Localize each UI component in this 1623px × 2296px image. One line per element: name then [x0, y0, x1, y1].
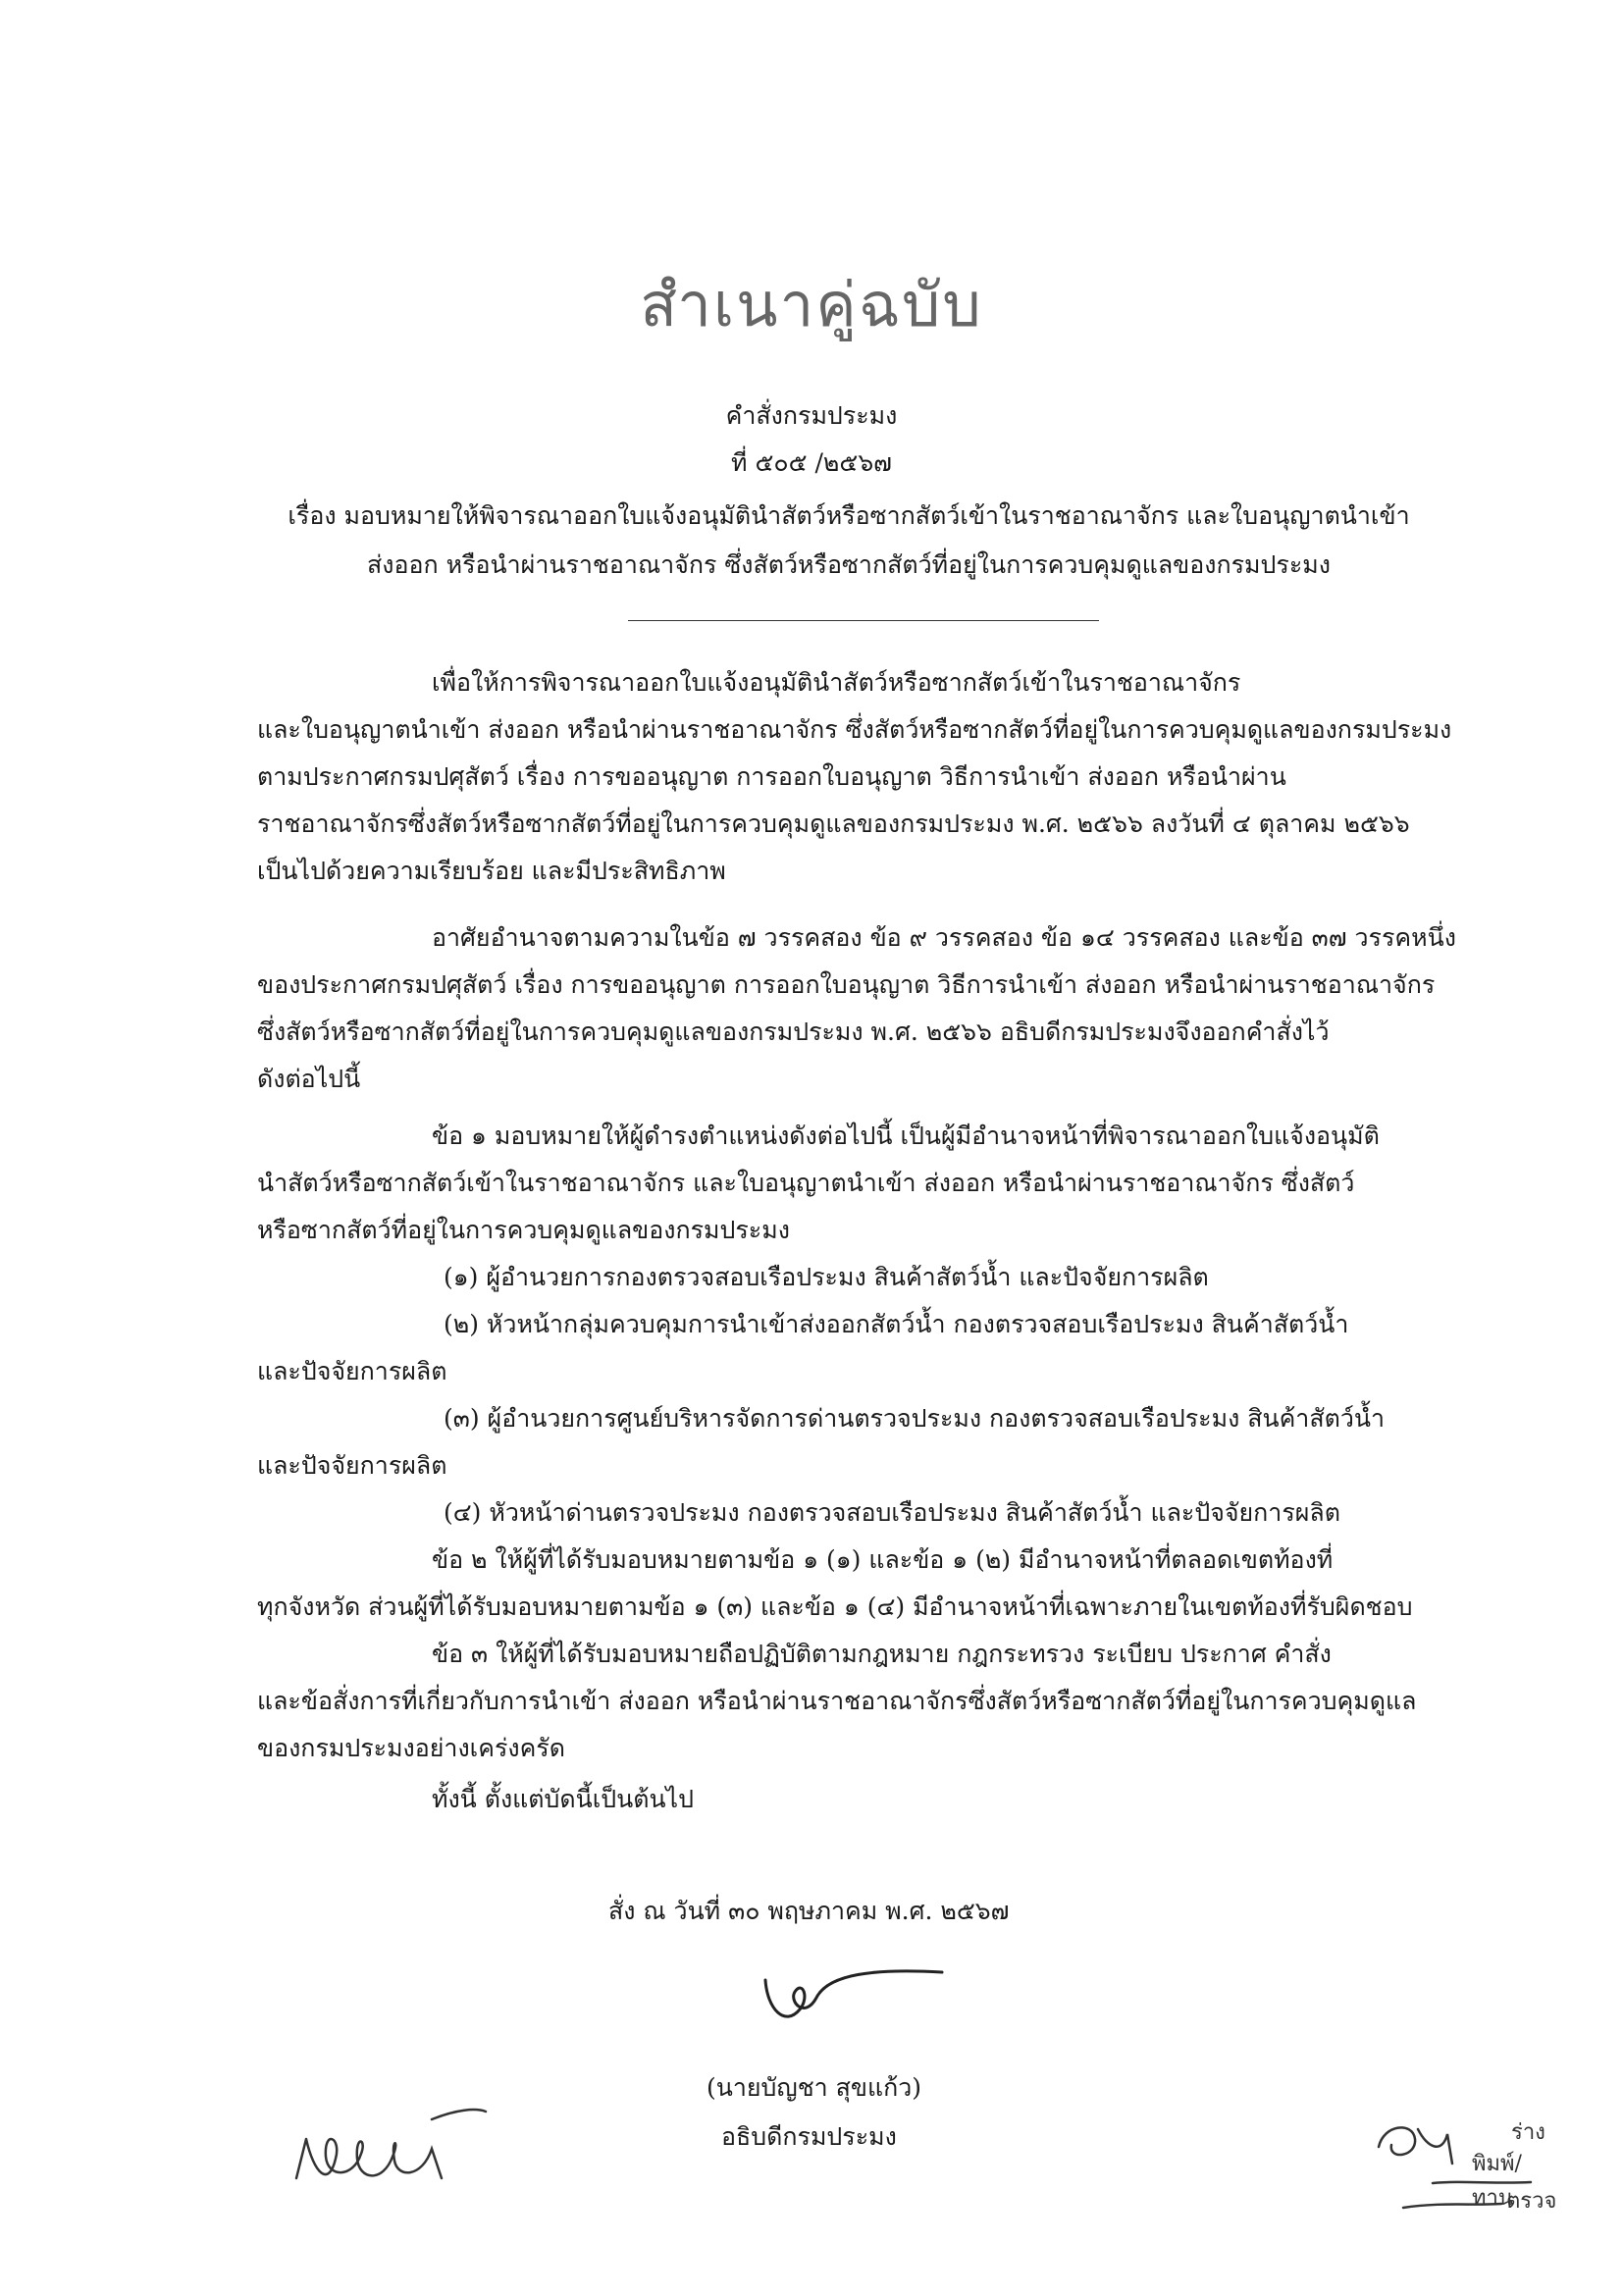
signatory-position: อธิบดีกรมประมง — [721, 2122, 897, 2151]
copy-stamp-title: สำเนาคู่ฉบับ — [640, 269, 983, 340]
paragraph-1-line: และใบอนุญาตนำเข้า ส่งออก หรือนำผ่านราชอาณาจักร ซึ่งสัตว์หรือซากสัตว์ที่อยู่ในการควบคุมดูแลของกรมประมง — [257, 715, 1452, 744]
paragraph-1-line: เป็นไปด้วยความเรียบร้อย และมีประสิทธิภาพ — [257, 857, 726, 885]
paragraph-2-line: ดังต่อไปนี้ — [257, 1065, 361, 1093]
routing-typed-label: พิมพ์/ทาน — [1472, 2152, 1522, 2211]
paragraph-2 — [257, 914, 1462, 1103]
director-signature — [756, 1951, 952, 2043]
order-number: ที่ ๕๐๕ /๒๕๖๗ — [731, 448, 892, 477]
clause-3 — [257, 1631, 1462, 1772]
subject-line-2: ส่งออก หรือนำผ่านราชอาณาจักร ซึ่งสัตว์หรือซากสัตว์ที่อยู่ในการควบคุมดูแลของกรมประมง — [367, 550, 1331, 579]
paragraph-1-line: ตามประกาศกรมปศุสัตว์ เรื่อง การขออนุญาต การออกใบอนุญาต วิธีการนำเข้า ส่งออก หรือนำผ่าน — [257, 762, 1286, 791]
effective-statement — [257, 1776, 1462, 1823]
list-item-4 — [257, 1489, 1462, 1537]
routing-checked-label: ตรวจ — [1506, 2189, 1557, 2214]
paragraph-1-line: ราชอาณาจักรซึ่งสัตว์หรือซากสัตว์ที่อยู่ในการควบคุมดูแลของกรมประมง พ.ศ. ๒๕๖๖ ลงวันที่ ๔ ตุลาคม ๒๕๖๖ — [257, 809, 1410, 838]
clause-2-line: ทุกจังหวัด ส่วนผู้ที่ได้รับมอบหมายตามข้อ ๑ (๓) และข้อ ๑ (๔) มีอำนาจหน้าที่เฉพาะภายในเขตท้องที่รับผิดชอบ — [257, 1592, 1413, 1621]
list-item-2 — [257, 1301, 1462, 1395]
clause-2 — [257, 1537, 1462, 1631]
routing-draft-label: ร่าง — [1511, 2120, 1545, 2145]
list-item-line: (๔) หัวหน้าด่านตรวจประมง กองตรวจสอบเรือประมง สินค้าสัตว์น้ำ และปัจจัยการผลิต — [444, 1498, 1340, 1527]
clause-3-line: ข้อ ๓ ให้ผู้ที่ได้รับมอบหมายถือปฏิบัติตามกฎหมาย กฎกระทรวง ระเบียบ ประกาศ คำสั่ง — [432, 1640, 1332, 1668]
clause-1-line: ข้อ ๑ มอบหมายให้ผู้ดำรงตำแหน่งดังต่อไปนี้ เป็นผู้มีอำนาจหน้าที่พิจารณาออกใบแจ้งอนุมัติ — [432, 1122, 1380, 1150]
paragraph-2-line: ของประกาศกรมปศุสัตว์ เรื่อง การขออนุญาต การออกใบอนุญาต วิธีการนำเข้า ส่งออก หรือนำผ่านราชอาณาจักร — [257, 970, 1436, 999]
paragraph-2-line: ซึ่งสัตว์หรือซากสัตว์ที่อยู่ในการควบคุมดูแลของกรมประมง พ.ศ. ๒๕๖๖ อธิบดีกรมประมงจึงออกคำสั่งไว้ — [257, 1018, 1330, 1046]
paragraph-1 — [257, 659, 1462, 895]
paragraph-1-line: เพื่อให้การพิจารณาออกใบแจ้งอนุมัตินำสัตว์หรือซากสัตว์เข้าในราชอาณาจักร — [432, 668, 1241, 697]
handwritten-initials — [285, 2100, 491, 2212]
order-title: คำสั่งกรมประมง — [725, 401, 898, 430]
paragraph-2-line: อาศัยอำนาจตามความในข้อ ๗ วรรคสอง ข้อ ๙ วรรคสอง ข้อ ๑๔ วรรคสอง และข้อ ๓๗ วรรคหนึ่ง — [432, 923, 1456, 952]
clause-1-line: หรือซากสัตว์ที่อยู่ในการควบคุมดูแลของกรมประมง — [257, 1216, 790, 1244]
clause-1-line: นำสัตว์หรือซากสัตว์เข้าในราชอาณาจักร และใบอนุญาตนำเข้า ส่งออก หรือนำผ่านราชอาณาจักร ซึ่งสัตว์ — [257, 1169, 1355, 1197]
clause-3-line: ของกรมประมงอย่างเคร่งครัด — [257, 1734, 565, 1762]
list-item-line: (๒) หัวหน้ากลุ่มควบคุมการนำเข้าส่งออกสัตว์น้ำ กองตรวจสอบเรือประมง สินค้าสัตว์น้ำ — [444, 1310, 1349, 1338]
clause-3-line: และข้อสั่งการที่เกี่ยวกับการนำเข้า ส่งออก หรือนำผ่านราชอาณาจักรซึ่งสัตว์หรือซากสัตว์ที่อยู่ในการควบคุมดูแล — [257, 1687, 1417, 1715]
list-item-line: และปัจจัยการผลิต — [257, 1451, 447, 1480]
list-item-line: (๓) ผู้อำนวยการศูนย์บริหารจัดการด่านตรวจประมง กองตรวจสอบเรือประมง สินค้าสัตว์น้ำ — [444, 1404, 1385, 1433]
list-item-1 — [257, 1254, 1462, 1301]
signatory-name: (นายบัญชา สุขแก้ว) — [707, 2073, 922, 2102]
order-date: สั่ง ณ วันที่ ๓๐ พฤษภาคม พ.ศ. ๒๕๖๗ — [608, 1897, 1010, 1925]
effective-line: ทั้งนี้ ตั้งแต่บัดนี้เป็นต้นไป — [432, 1785, 694, 1813]
clause-1 — [257, 1113, 1462, 1254]
list-item-line: (๑) ผู้อำนวยการกองตรวจสอบเรือประมง สินค้าสัตว์น้ำ และปัจจัยการผลิต — [444, 1263, 1209, 1291]
list-item-line: และปัจจัยการผลิต — [257, 1357, 447, 1385]
list-item-3 — [257, 1395, 1462, 1489]
header-divider — [628, 620, 1099, 621]
subject-line-1: เรื่อง มอบหมายให้พิจารณาออกใบแจ้งอนุมัตินำสัตว์หรือซากสัตว์เข้าในราชอาณาจักร และใบอนุญาตนำเข้า — [288, 501, 1410, 530]
clause-2-line: ข้อ ๒ ให้ผู้ที่ได้รับมอบหมายตามข้อ ๑ (๑) และข้อ ๑ (๒) มีอำนาจหน้าที่ตลอดเขตท้องที่ — [432, 1545, 1334, 1574]
